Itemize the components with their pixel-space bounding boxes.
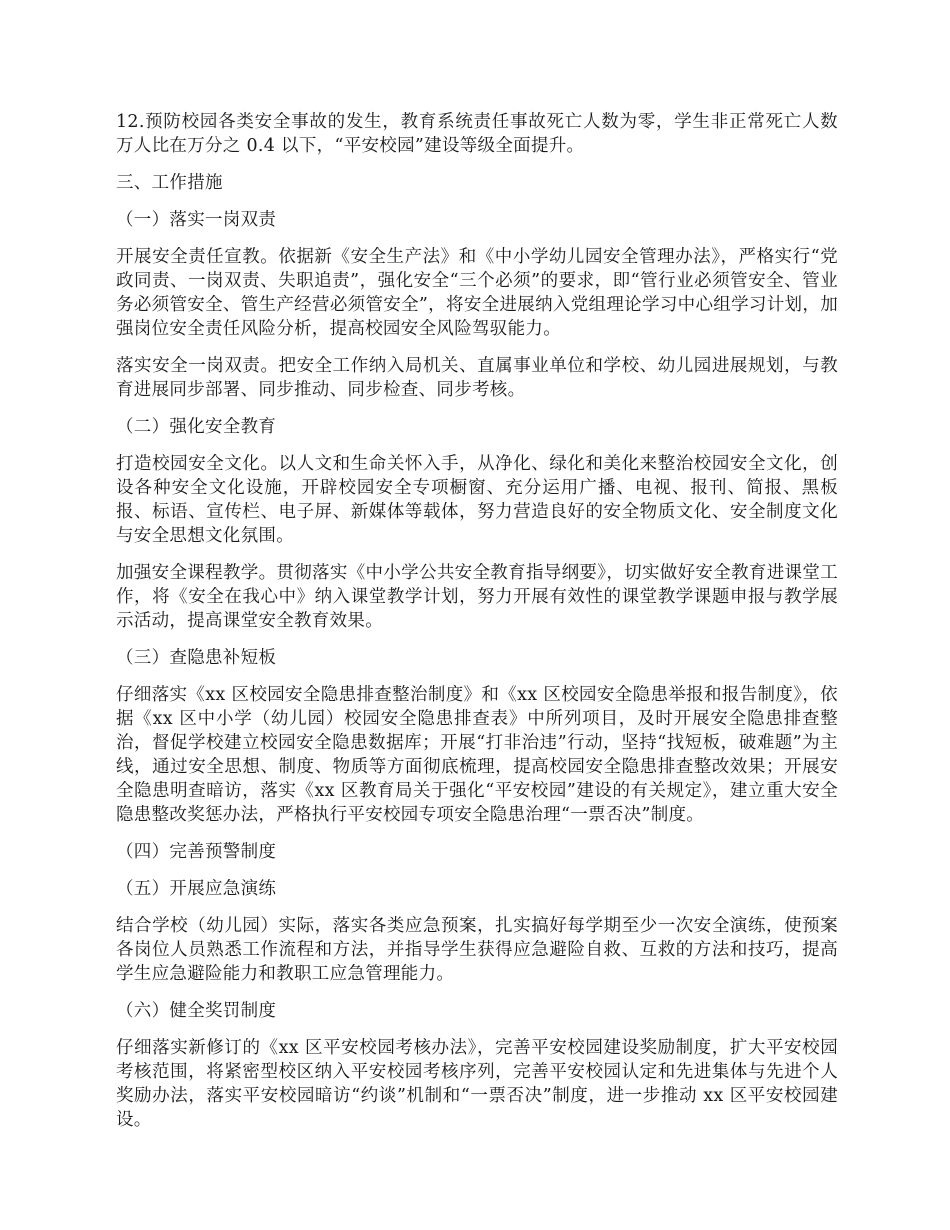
paragraph-safety-responsibility: 开展安全责任宣教。依据新《安全生产法》和《中小学幼儿园安全管理办法》，严格实行“党政同责、一岗双责、失职追责”，强化安全“三个必须”的要求，即“管行业必须管安全、管业务必须管安全、管生产经营必须管安全”，将安全进展纳入党组理论学习中心组学习计划，加强岗位安全责任风险分析，提高校园安全风险驾驭能力。 — [116, 247, 838, 339]
paragraph-safety-culture: 打造校园安全文化。以人文和生命关怀入手，从净化、绿化和美化来整治校园安全文化，创设各种安全文化设施，开辟校园安全专项橱窗、充分运用广播、电视、报刊、简报、黑板报、标语、宣传栏、电子屏、新媒体等载体，努力营造良好的安全物质文化、安全制度文化与安全思想文化氛围。 — [116, 454, 838, 546]
subheading-5: （五）开展应急演练 — [116, 879, 277, 899]
paragraph-safety-curriculum: 加强安全课程教学。贯彻落实《中小学公共安全教育指导纲要》，切实做好安全教育进课堂工作，将《安全在我心中》纳入课堂教学计划，努力开展有效性的课堂教学课题申报与教学展示活动，提高课堂安全教育效果。 — [116, 563, 838, 631]
subheading-4: （四）完善预警制度 — [116, 842, 277, 862]
paragraph-rewards-penalties: 仔细落实新修订的《xx 区平安校园考核办法》，完善平安校园建设奖励制度，扩大平安校园考核范围，将紧密型校区纳入平安校园考核序列，完善平安校园认定和先进集体与先进个人奖励办法，落实平安校园暗访“约谈”机制和“一票否决”制度，进一步推动 xx 区平安校园建设。 — [116, 1038, 838, 1130]
paragraph-goal-12: 12.预防校园各类安全事故的发生，教育系统责任事故死亡人数为零，学生非正常死亡人数万人比在万分之 0.4 以下，“平安校园”建设等级全面提升。 — [116, 112, 838, 156]
subheading-1: （一）落实一岗双责 — [116, 210, 277, 230]
subheading-2: （二）强化安全教育 — [116, 417, 277, 437]
paragraph-one-post-two-duties: 落实安全一岗双责。把安全工作纳入局机关、直属事业单位和学校、幼儿园进展规划，与教育进展同步部署、同步推动、同步检查、同步考核。 — [116, 356, 838, 400]
subheading-3: （三）查隐患补短板 — [116, 648, 277, 668]
subheading-6: （六）健全奖罚制度 — [116, 1001, 277, 1021]
paragraph-emergency-drills: 结合学校（幼儿园）实际，落实各类应急预案，扎实搞好每学期至少一次安全演练，使预案各岗位人员熟悉工作流程和方法，并指导学生获得应急避险自救、互救的方法和技巧，提高学生应急避险能力和教职工应急管理能力。 — [116, 916, 838, 984]
document-page — [116, 110, 838, 1145]
section-heading-work-measures: 三、工作措施 — [116, 173, 223, 193]
paragraph-hazard-inspection: 仔细落实《xx 区校园安全隐患排查整治制度》和《xx 区校园安全隐患举报和报告制度》，依据《xx 区中小学（幼儿园）校园安全隐患排查表》中所列项目，及时开展安全隐患排查整治，督促学校建立校园安全隐患数据库；开展“打非治违”行动，坚持“找短板，破难题”为主线，通过安全思想、制度、物质等方面彻底梳理，提高校园安全隐患排查整改效果；开展安全隐患明查暗访，落实《xx 区教育局关于强化“平安校园”建设的有关规定》，建立重大安全隐患整改奖惩办法，严格执行平安校园专项安全隐患治理“一票否决”制度。 — [116, 685, 838, 825]
